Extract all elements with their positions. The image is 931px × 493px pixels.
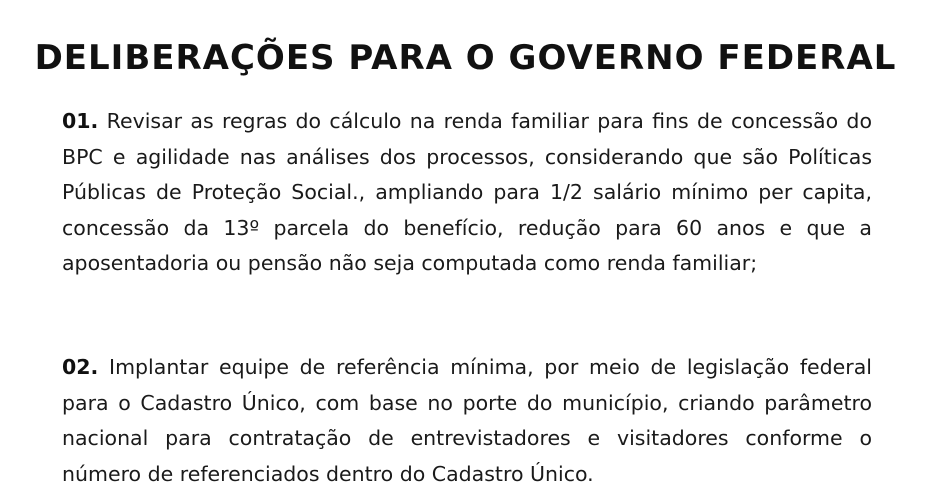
item-number: 01. — [62, 109, 99, 133]
page-title: DELIBERAÇÕES PARA O GOVERNO FEDERAL — [34, 37, 897, 78]
item-text: Implantar equipe de referência mínima, por meio de legislação federal para o Cadastro Único, com base no porte do município, criando parâmetro nacional para contratação de entrevistadores e visitadores conforme o número de referenciados dentro do Cadastro Único. — [62, 355, 872, 486]
deliberation-item-02 — [62, 350, 872, 492]
item-number: 02. — [62, 355, 99, 379]
deliberation-item-01 — [62, 104, 872, 282]
item-text: Revisar as regras do cálculo na renda familiar para fins de concessão do BPC e agilidade nas análises dos processos, considerando que são Políticas Públicas de Proteção Social., ampliando para 1/2 salário mínimo per capita, concessão da 13º parcela do benefício, redução para 60 anos e que a aposentadoria ou pensão não seja computada como renda familiar; — [62, 109, 872, 275]
